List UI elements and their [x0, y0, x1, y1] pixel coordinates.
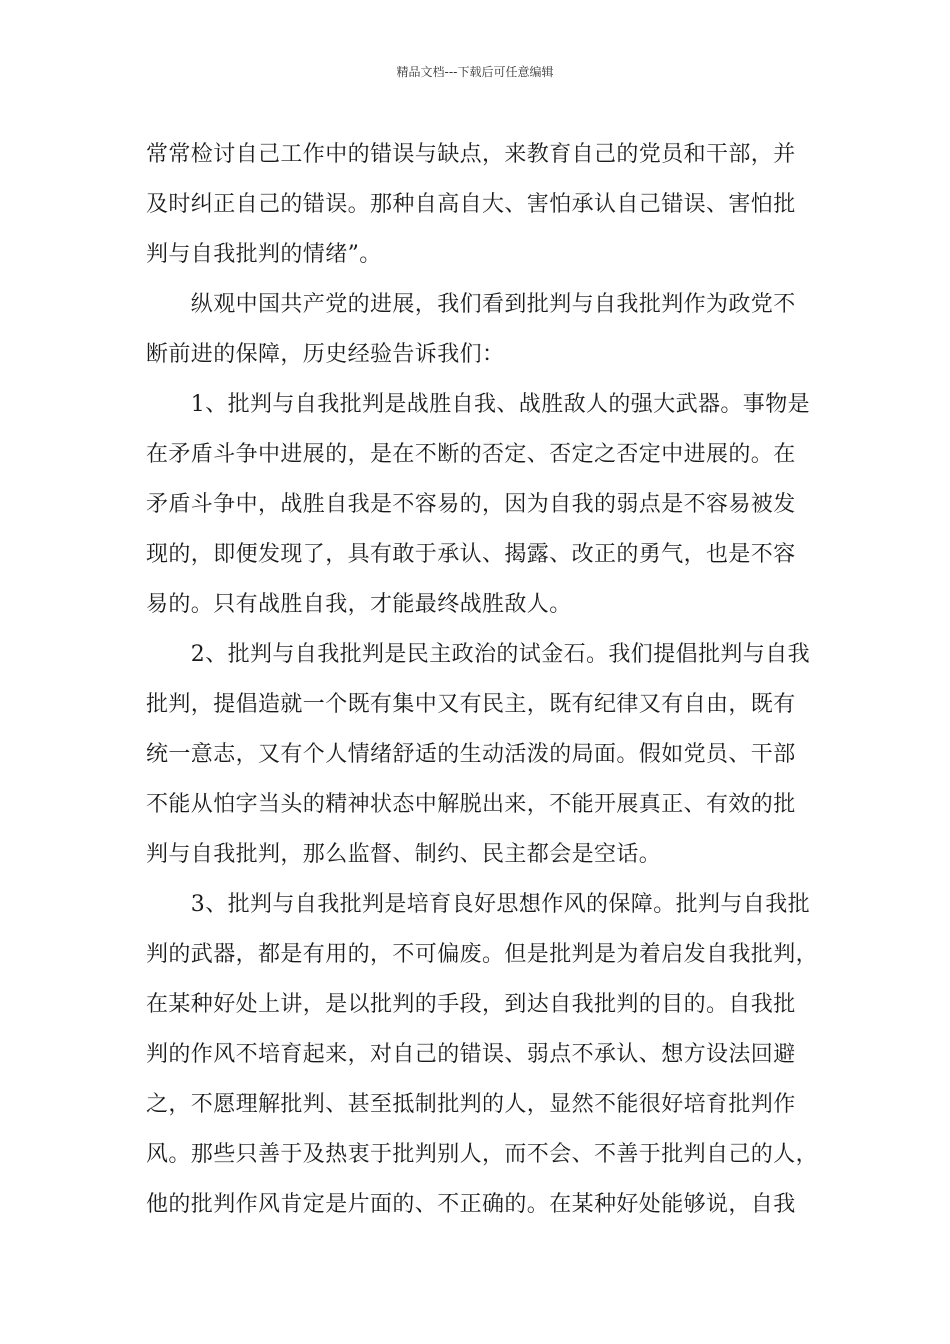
text-line: 断前进的保障，历史经验告诉我们： [146, 342, 505, 367]
text-line: 在某种好处上讲，是以批判的手段，到达自我批判的目的。自我批 [146, 992, 796, 1017]
text-line: 易的。只有战胜自我，才能最终战胜敌人。 [146, 592, 572, 617]
text-line: 不能从怕字当头的精神状态中解脱出来，不能开展真正、有效的批 [146, 792, 796, 817]
text-line: 风。那些只善于及热衷于批判别人，而不会、不善于批判自己的人， [146, 1142, 819, 1167]
text-line: 判与自我批判的情绪”。 [146, 242, 382, 267]
text-line: 1、批判与自我批判是战胜自我、战胜敌人的强大武器。事物是 [146, 392, 810, 417]
text-line: 现的，即便发现了，具有敢于承认、揭露、改正的勇气，也是不容 [146, 542, 796, 567]
document-body [146, 130, 819, 1230]
text-line: 纵观中国共产党的进展，我们看到批判与自我批判作为政党不 [146, 292, 796, 317]
text-line: 矛盾斗争中，战胜自我是不容易的，因为自我的弱点是不容易被发 [146, 492, 796, 517]
text-line: 之，不愿理解批判、甚至抵制批判的人，显然不能很好培育批判作 [146, 1092, 796, 1117]
text-line: 判的作风不培育起来，对自己的错误、弱点不承认、想方设法回避 [146, 1042, 796, 1067]
text-line: 常常检讨自己工作中的错误与缺点，来教育自己的党员和干部，并 [146, 142, 796, 167]
text-line: 统一意志，又有个人情绪舒适的生动活泼的局面。假如党员、干部 [146, 742, 796, 767]
text-line: 他的批判作风肯定是片面的、不正确的。在某种好处能够说，自我 [146, 1192, 796, 1217]
page-header: 精品文档---下载后可任意编辑 [396, 65, 554, 79]
text-line: 判与自我批判，那么监督、制约、民主都会是空话。 [146, 842, 662, 867]
text-line: 3、批判与自我批判是培育良好思想作风的保障。批判与自我批 [146, 892, 810, 917]
text-line: 批判，提倡造就一个既有集中又有民主，既有纪律又有自由，既有 [146, 692, 796, 717]
text-line: 及时纠正自己的错误。那种自高自大、害怕承认自己错误、害怕批 [146, 192, 796, 217]
text-line: 判的武器，都是有用的，不可偏废。但是批判是为着启发自我批判， [146, 942, 819, 967]
text-line: 在矛盾斗争中进展的，是在不断的否定、否定之否定中进展的。在 [146, 442, 796, 467]
text-line: 2、批判与自我批判是民主政治的试金石。我们提倡批判与自我 [146, 642, 810, 667]
